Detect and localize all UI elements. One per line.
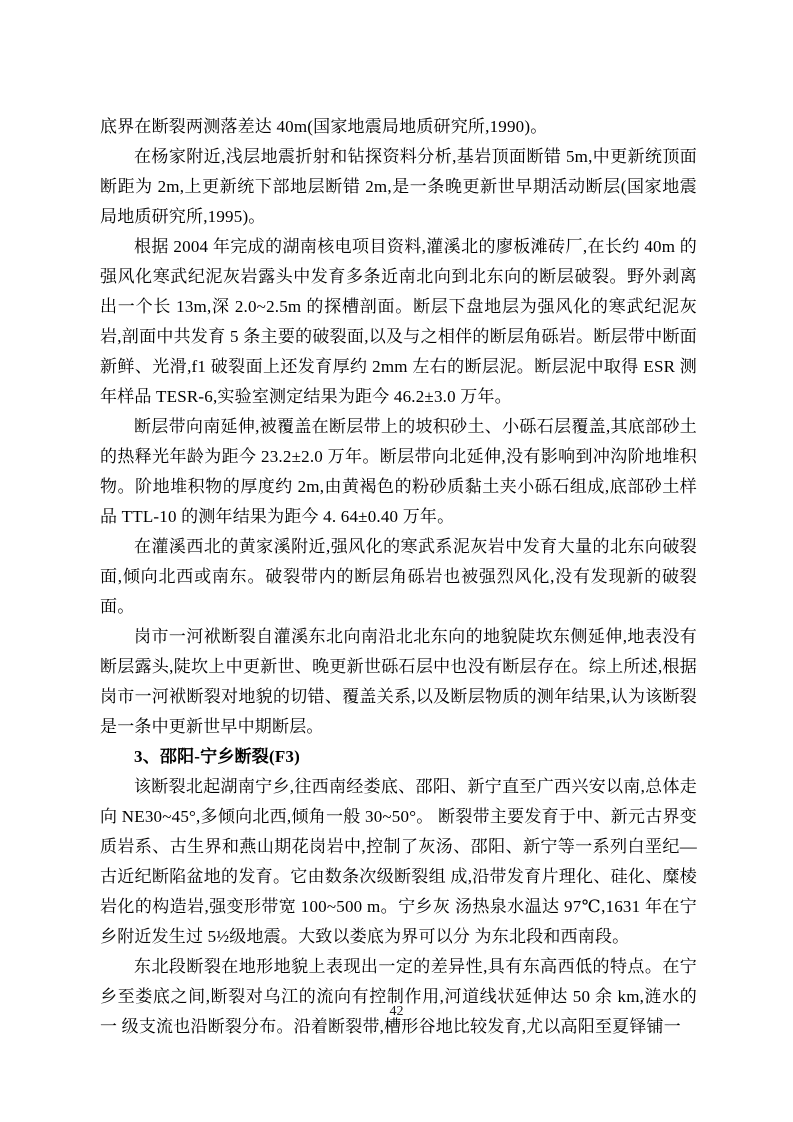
paragraph: 在杨家附近,浅层地震折射和钻探资料分析,基岩顶面断错 5m,中更新统顶面断距为 2m,上更新统下部地层断错 2m,是一条晚更新世早期活动断层(国家地震局地质研究所,1995)。 bbox=[100, 147, 697, 226]
paragraph: 根据 2004 年完成的湖南核电项目资料,灌溪北的廖板滩砖厂,在长约 40m 的强风化寒武纪泥灰岩露头中发育多条近南北向到北东向的断层破裂。野外剥离出一个长 13m,深 2.0~2.5m 的探槽剖面。断层下盘地层为强风化的寒武纪泥灰岩,剖面中共发育 5 条主要的破裂面,以及与之相伴的断层角砾岩。断层带中断面新鲜、光滑,f1 破裂面上还发育厚约 2mm 左右的断层泥。断层泥中取得 ESR 测年样品 TESR-6,实验室测定结果为距今 46.2±3.0 万年。 bbox=[100, 237, 697, 406]
paragraph: 该断裂北起湖南宁乡,往西南经娄底、邵阳、新宁直至广西兴安以南,总体走向 NE30~45°,多倾向北西,倾角一般 30~50°。 断裂带主要发育于中、新元古界变质岩系、古生界和燕山期花岗岩中,控制了灰汤、邵阳、新宁等一系列白垩纪—古近纪断陷盆地的发育。它由数条次级断裂组 成,沿带发育片理化、硅化、糜棱岩化的构造岩,强变形带宽 100~500 m。宁乡灰 汤热泉水温达 97℃,1631 年在宁乡附近发生过 5½级地震。大致以娄底为界可以分 为东北段和西南段。 bbox=[100, 777, 697, 946]
text-block bbox=[100, 112, 697, 1042]
paragraph: 断层带向南延伸,被覆盖在断层带上的坡积砂土、小砾石层覆盖,其底部砂土的热释光年龄为距今 23.2±2.0 万年。断层带向北延伸,没有影响到冲沟阶地堆积物。阶地堆积物的厚度约 2m,由黄褐色的粉砂质黏土夹小砾石组成,底部砂土样品 TTL-10 的测年结果为距今 4. 64±0.40 万年。 bbox=[100, 417, 697, 526]
page-number: 42 bbox=[389, 1004, 404, 1019]
paragraph: 东北段断裂在地形地貌上表现出一定的差异性,具有东高西低的特点。在宁乡至娄底之间,断裂对乌江的流向有控制作用,河道线状延伸达 50 余 km,涟水的一 级支流也沿断裂分布。沿着断裂带,槽形谷地比较发育,尤以高阳至夏铎铺一 bbox=[100, 957, 697, 1036]
paragraph: 岗市一河袱断裂自灌溪东北向南沿北北东向的地貌陡坎东侧延伸,地表没有断层露头,陡坎上中更新世、晚更新世砾石层中也没有断层存在。综上所述,根据岗市一河袱断裂对地貌的切错、覆盖关系,以及断层物质的测年结果,认为该断裂是一条中更新世早中期断层。 bbox=[100, 627, 697, 736]
paragraph-continuation: 底界在断裂两测落差达 40m(国家地震局地质研究所,1990)。 bbox=[100, 117, 548, 136]
section-heading: 3、邵阳-宁乡断裂(F3) bbox=[134, 747, 300, 766]
paragraph: 在灌溪西北的黄家溪附近,强风化的寒武系泥灰岩中发育大量的北东向破裂面,倾向北西或南东。破裂带内的断层角砾岩也被强烈风化,没有发现新的破裂面。 bbox=[100, 537, 697, 616]
page-footer bbox=[0, 1002, 793, 1022]
